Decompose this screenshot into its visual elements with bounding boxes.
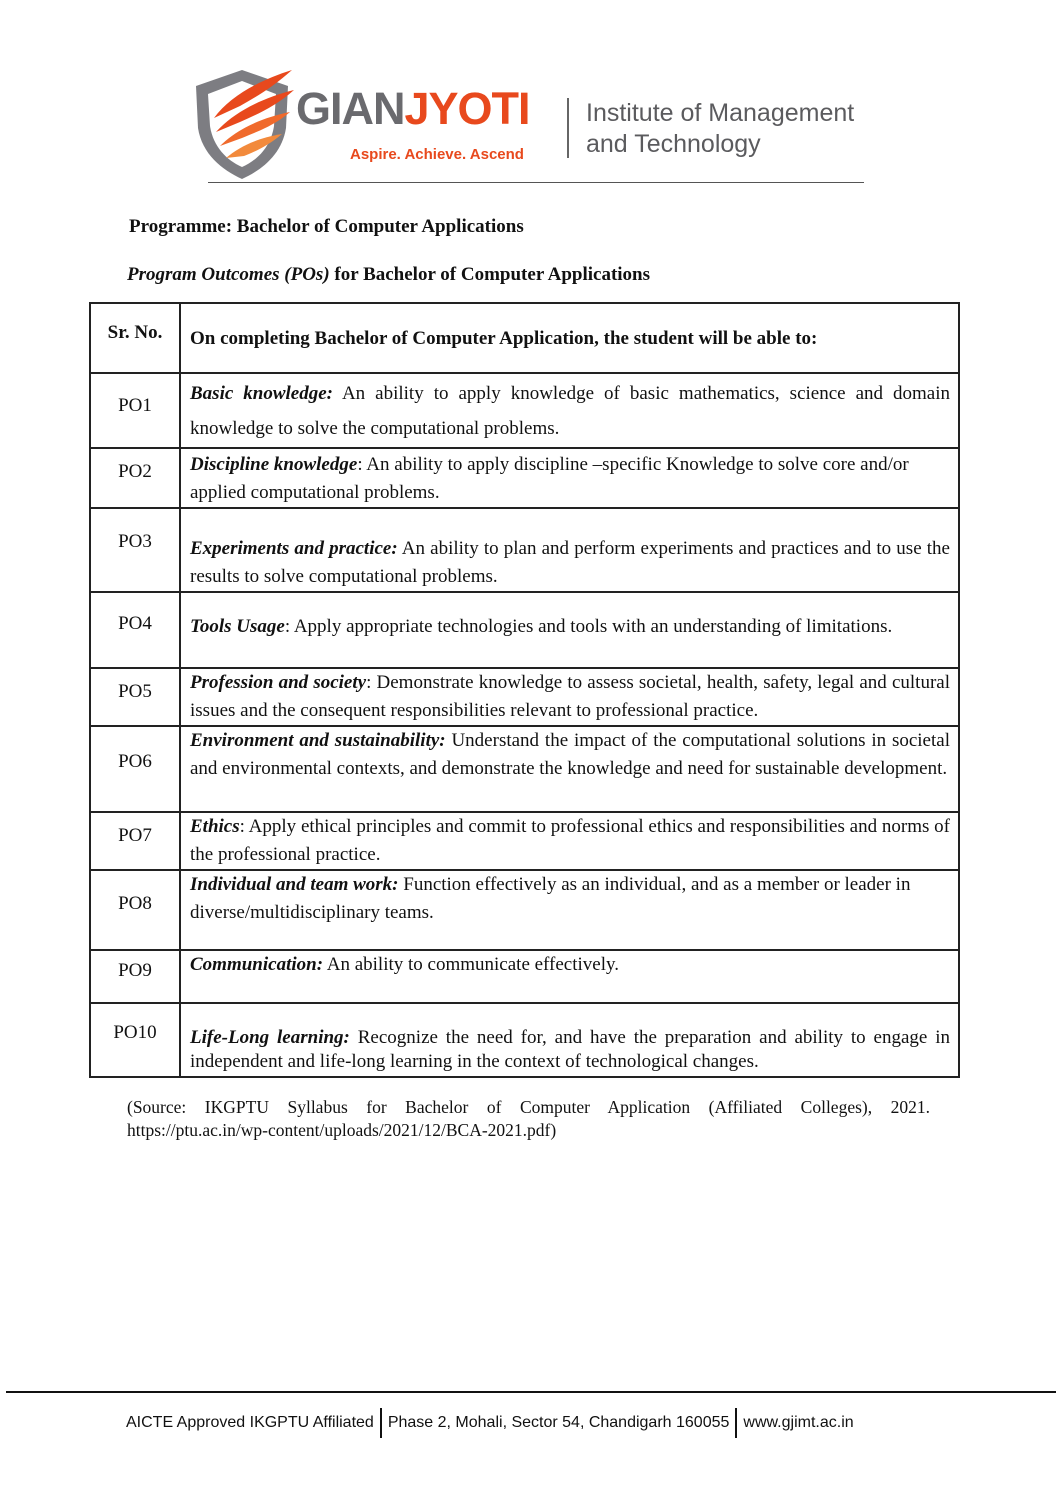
table-header-row — [90, 303, 959, 373]
header-sr-no: Sr. No. — [90, 303, 180, 373]
row-desc: : An ability to apply discipline –specific Knowledge to solve core and/or applied computational problems. — [190, 454, 909, 503]
row-text — [180, 592, 959, 668]
row-desc: Recognize the need for, and have the preparation and ability to engage in independent and life-long learning in the context of technological changes. — [190, 1027, 950, 1072]
table-row — [90, 668, 959, 726]
institute-line-2: and Technology — [586, 130, 761, 158]
row-id: PO9 — [90, 950, 180, 1003]
brand-name — [296, 83, 530, 134]
row-term: Individual and team work: — [190, 874, 399, 895]
table-row — [90, 592, 959, 668]
row-term: Experiments and practice: — [190, 538, 398, 559]
table-row — [90, 448, 959, 508]
tagline: Aspire. Achieve. Ascend — [350, 146, 524, 163]
footer-approval: AICTE Approved IKGPTU Affiliated — [126, 1414, 374, 1431]
row-desc: : Apply ethical principles and commit to professional ethics and responsibilities and norms of the professional practice. — [190, 816, 950, 865]
row-text — [180, 1003, 959, 1077]
row-id: PO8 — [90, 870, 180, 950]
institute-logo — [190, 64, 870, 184]
row-text — [180, 950, 959, 1003]
row-id: PO3 — [90, 508, 180, 592]
table-row — [90, 812, 959, 870]
row-desc: An ability to plan and perform experiments and practices and to use the results to solve computational problems. — [190, 538, 950, 587]
table-row — [90, 508, 959, 592]
row-id: PO6 — [90, 726, 180, 812]
row-text — [180, 668, 959, 726]
footer-divider — [735, 1408, 737, 1438]
row-desc: : Apply appropriate technologies and tools with an understanding of limitations. — [284, 616, 893, 637]
winged-shield-icon — [190, 66, 295, 181]
logo-divider — [567, 98, 569, 158]
row-term: Environment and sustainability: — [190, 730, 446, 751]
table-row — [90, 950, 959, 1003]
row-desc: Understand the impact of the computational solutions in societal and environmental contexts, and demonstrate the knowledge and need for sustainable development. — [190, 730, 950, 779]
footer-website: www.gjimt.ac.in — [743, 1414, 854, 1431]
row-term: Life-Long learning: — [190, 1027, 350, 1048]
footer-rule — [6, 1391, 1056, 1393]
table-row — [90, 1003, 959, 1077]
row-id: PO2 — [90, 448, 180, 508]
institute-line-1: Institute of Management — [586, 99, 855, 127]
source-note: (Source: IKGPTU Syllabus for Bachelor of Computer Application (Affiliated Colleges), 2021. https://ptu.ac.in/wp-content/uploads/2021/12/BCA-2021.pdf) — [127, 1097, 930, 1140]
po-title — [127, 264, 650, 286]
row-id: PO1 — [90, 373, 180, 448]
row-text — [180, 870, 959, 950]
row-desc: : Demonstrate knowledge to assess societal, health, safety, legal and cultural issues and the consequent responsibilities relevant to professional practice. — [190, 672, 951, 721]
header-description: On completing Bachelor of Computer Application, the student will be able to: — [180, 303, 959, 373]
row-text — [180, 508, 959, 592]
brand-jyoti: JYOTI — [404, 83, 530, 134]
row-id: PO5 — [90, 668, 180, 726]
row-desc: An ability to communicate effectively. — [323, 954, 620, 975]
table-row — [90, 726, 959, 812]
row-id: PO7 — [90, 812, 180, 870]
row-term: Discipline knowledge — [190, 454, 358, 475]
row-term: Tools Usage — [190, 616, 285, 637]
header-rule — [208, 182, 864, 183]
page-footer — [126, 1408, 854, 1438]
institute-name — [586, 98, 854, 160]
row-text — [180, 448, 959, 508]
footer-address: Phase 2, Mohali, Sector 54, Chandigarh 160055 — [387, 1414, 730, 1431]
row-term: Ethics — [190, 816, 240, 837]
row-text — [180, 373, 959, 448]
row-id: PO10 — [90, 1003, 180, 1077]
brand-gian: GIAN — [296, 83, 405, 134]
po-title-rest: for Bachelor of Computer Applications — [329, 264, 651, 285]
footer-divider — [380, 1408, 382, 1438]
table-row — [90, 373, 959, 448]
table-row — [90, 870, 959, 950]
row-desc: Function effectively as an individual, and as a member or leader in diverse/multidisciplinary teams. — [190, 874, 911, 923]
row-term: Basic knowledge: — [190, 383, 333, 404]
row-term: Profession and society — [190, 672, 367, 693]
programme-title: Programme: Bachelor of Computer Applications — [129, 216, 524, 237]
row-term: Communication: — [190, 954, 324, 975]
row-text — [180, 726, 959, 812]
row-id: PO4 — [90, 592, 180, 668]
po-title-italic: Program Outcomes (POs) — [127, 264, 330, 285]
row-desc: An ability to apply knowledge of basic mathematics, science and domain knowledge to solve the computational problems. — [190, 383, 951, 439]
row-text — [180, 812, 959, 870]
program-outcomes-table — [89, 302, 960, 1078]
